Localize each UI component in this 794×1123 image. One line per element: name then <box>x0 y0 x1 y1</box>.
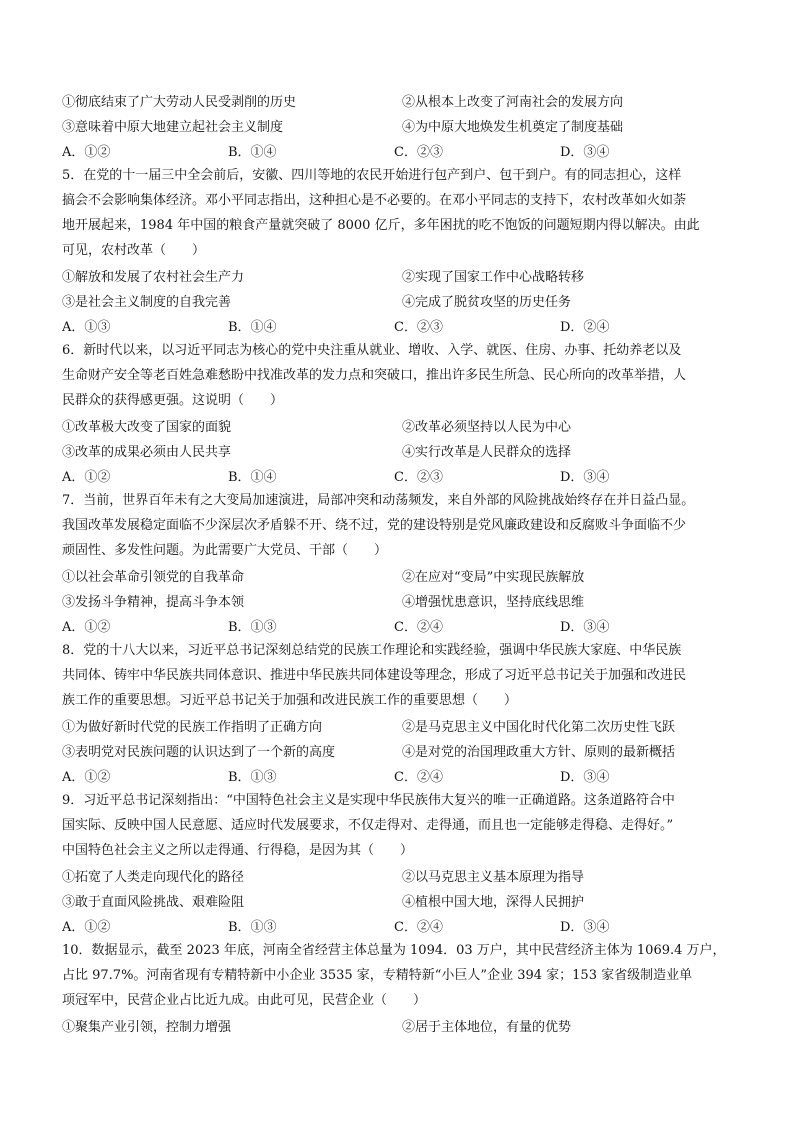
choice-d: D．③④ <box>560 920 610 935</box>
choice-a: A．①③ <box>62 320 111 335</box>
options-row <box>62 413 742 438</box>
option-4: ④增强忧患意识，坚持底线思维 <box>402 595 585 610</box>
question-7 <box>62 488 742 638</box>
choice-d: D．③④ <box>560 470 610 485</box>
stem-line: 8．党的十八大以来，习近平总书记深刻总结党的民族工作理论和实践经验，强调中华民族大家庭、中华民族 <box>62 643 682 658</box>
question-stem <box>62 788 742 863</box>
option-3: ③表明党对民族问题的认识达到了一个新的高度 <box>62 745 336 760</box>
question-stem <box>62 338 742 413</box>
option-4: ④完成了脱贫攻坚的历史任务 <box>402 295 572 310</box>
options-row <box>62 563 742 588</box>
choice-d: D．③④ <box>560 770 610 785</box>
option-4: ④为中原大地焕发生机奠定了制度基础 <box>402 120 624 135</box>
exam-page <box>62 88 742 1038</box>
question-6 <box>62 338 742 488</box>
stem-line: 7．当前，世界百年未有之大变局加速演进，局部冲突和动荡频发，来自外部的风险挑战始终存在并日益凸显。 <box>62 493 695 508</box>
option-2: ②是马克思主义中国化时代化第二次历史性飞跃 <box>402 720 676 735</box>
question-10 <box>62 938 742 1038</box>
choices-row <box>62 138 742 163</box>
options-row <box>62 113 742 138</box>
options-row <box>62 863 742 888</box>
choice-c: C．②④ <box>394 920 443 935</box>
stem-line: 可见，农村改革（ ） <box>62 243 206 258</box>
question-stem <box>62 163 742 263</box>
stem-line: 顽固性、多发性问题。为此需要广大党员、干部（ ） <box>62 543 388 558</box>
choice-d: D．③④ <box>560 620 610 635</box>
question-stem <box>62 938 742 1013</box>
option-1: ①改革极大改变了国家的面貌 <box>62 420 232 435</box>
option-1: ①解放和发展了农村社会生产力 <box>62 270 245 285</box>
options-row <box>62 1013 742 1038</box>
stem-line: 项冠军中，民营企业占比近九成。由此可见，民营企业（ ） <box>62 993 427 1008</box>
option-2: ②居于主体地位，有量的优势 <box>402 1020 572 1035</box>
options-row <box>62 713 742 738</box>
stem-line: 族工作的重要思想。习近平总书记关于加强和改进民族工作的重要思想（ ） <box>62 693 518 708</box>
choice-d: D．③④ <box>560 145 610 160</box>
option-3: ③是社会主义制度的自我完善 <box>62 295 232 310</box>
choice-d: D．②④ <box>560 320 610 335</box>
option-1: ①拓宽了人类走向现代化的路径 <box>62 870 245 885</box>
option-1: ①聚集产业引领，控制力增强 <box>62 1020 232 1035</box>
option-3: ③敢于直面风险挑战、艰难险阻 <box>62 895 245 910</box>
choice-c: C．②③ <box>394 145 443 160</box>
choice-b: B．①④ <box>228 320 277 335</box>
options-row <box>62 88 742 113</box>
choice-b: B．①③ <box>228 770 277 785</box>
question-stem <box>62 488 742 563</box>
options-row <box>62 438 742 463</box>
stem-line: 9．习近平总书记深刻指出：“中国特色社会主义是实现中华民族伟大复兴的唯一正确道路。这条道路符合中 <box>62 793 675 808</box>
option-1: ①以社会革命引领党的自我革命 <box>62 570 245 585</box>
choice-c: C．②④ <box>394 620 443 635</box>
options-row <box>62 888 742 913</box>
choices-row <box>62 613 742 638</box>
stem-line: 6．新时代以来，以习近平同志为核心的党中央注重从就业、增收、入学、就医、住房、办事、托幼养老以及 <box>62 343 682 358</box>
options-row <box>62 263 742 288</box>
option-2: ②从根本上改变了河南社会的发展方向 <box>402 95 624 110</box>
option-2: ②以马克思主义基本原理为指导 <box>402 870 585 885</box>
choices-row <box>62 913 742 938</box>
stem-line: 5．在党的十一届三中全会前后，安徽、四川等地的农民开始进行包产到户、包干到户。有的同志担心，这样 <box>62 168 682 183</box>
choices-row <box>62 763 742 788</box>
choice-a: A．①② <box>62 620 111 635</box>
option-1: ①为做好新时代党的民族工作指明了正确方向 <box>62 720 323 735</box>
option-4: ④植根中国大地，深得人民拥护 <box>402 895 585 910</box>
option-3: ③发扬斗争精神，提高斗争本领 <box>62 595 245 610</box>
question-8 <box>62 638 742 788</box>
stem-line: 搞会不会影响集体经济。邓小平同志指出，这种担心是不必要的。在邓小平同志的支持下，农村改革如火如荼 <box>62 193 687 208</box>
choice-c: C．②③ <box>394 320 443 335</box>
choice-a: A．①② <box>62 470 111 485</box>
option-3: ③意味着中原大地建立起社会主义制度 <box>62 120 284 135</box>
stem-line: 中国特色社会主义之所以走得通、行得稳，是因为其（ ） <box>62 843 414 858</box>
option-3: ③改革的成果必须由人民共享 <box>62 445 232 460</box>
stem-line: 我国改革发展稳定面临不少深层次矛盾躲不开、绕不过，党的建设特别是党风廉政建设和反腐败斗争面临不少 <box>62 518 687 533</box>
choice-b: B．①④ <box>228 470 277 485</box>
choice-b: B．①③ <box>228 920 277 935</box>
choices-row <box>62 313 742 338</box>
choice-b: B．①④ <box>228 145 277 160</box>
options-row <box>62 588 742 613</box>
option-4: ④实行改革是人民群众的选择 <box>402 445 572 460</box>
option-2: ②实现了国家工作中心战略转移 <box>402 270 585 285</box>
stem-line: 国实际、反映中国人民意愿、适应时代发展要求，不仅走得对、走得通，而且也一定能够走得稳、走得好。” <box>62 818 674 833</box>
choice-c: C．②③ <box>394 470 443 485</box>
choice-a: A．①② <box>62 920 111 935</box>
question-9 <box>62 788 742 938</box>
options-row <box>62 738 742 763</box>
choices-row <box>62 463 742 488</box>
question-5 <box>62 163 742 338</box>
option-4: ④是对党的治国理政重大方针、原则的最新概括 <box>402 745 676 760</box>
choice-b: B．①③ <box>228 620 277 635</box>
options-row <box>62 288 742 313</box>
question-4 <box>62 88 742 163</box>
stem-line: 10．数据显示，截至 2023 年底，河南全省经营主体总量为 1094．03 万户，其中民营经济主体为 1069.4 万户， <box>62 943 726 958</box>
choice-c: C．②④ <box>394 770 443 785</box>
question-stem <box>62 638 742 713</box>
choice-a: A．①② <box>62 770 111 785</box>
stem-line: 占比 97.7%。河南省现有专精特新中小企业 3535 家，专精特新“小巨人”企业 394 家；153 家省级制造业单 <box>62 968 693 983</box>
stem-line: 共同体、铸牢中华民族共同体意识、推进中华民族共同体建设等理念，形成了习近平总书记关于加强和改进民 <box>62 668 687 683</box>
stem-line: 地开展起来，1984 年中国的粮食产量就突破了 8000 亿斤，多年困扰的吃不饱饭的问题短期内得以解决。由此 <box>62 218 700 233</box>
option-2: ②改革必须坚持以人民为中心 <box>402 420 572 435</box>
stem-line: 民群众的获得感更强。这说明（ ） <box>62 393 284 408</box>
stem-line: 生命财产安全等老百姓急难愁盼中找准改革的发力点和突破口，推出许多民生所急、民心所向的改革举措，人 <box>62 368 687 383</box>
option-2: ②在应对“变局”中实现民族解放 <box>402 570 585 585</box>
option-1: ①彻底结束了广大劳动人民受剥削的历史 <box>62 95 297 110</box>
choice-a: A．①② <box>62 145 111 160</box>
